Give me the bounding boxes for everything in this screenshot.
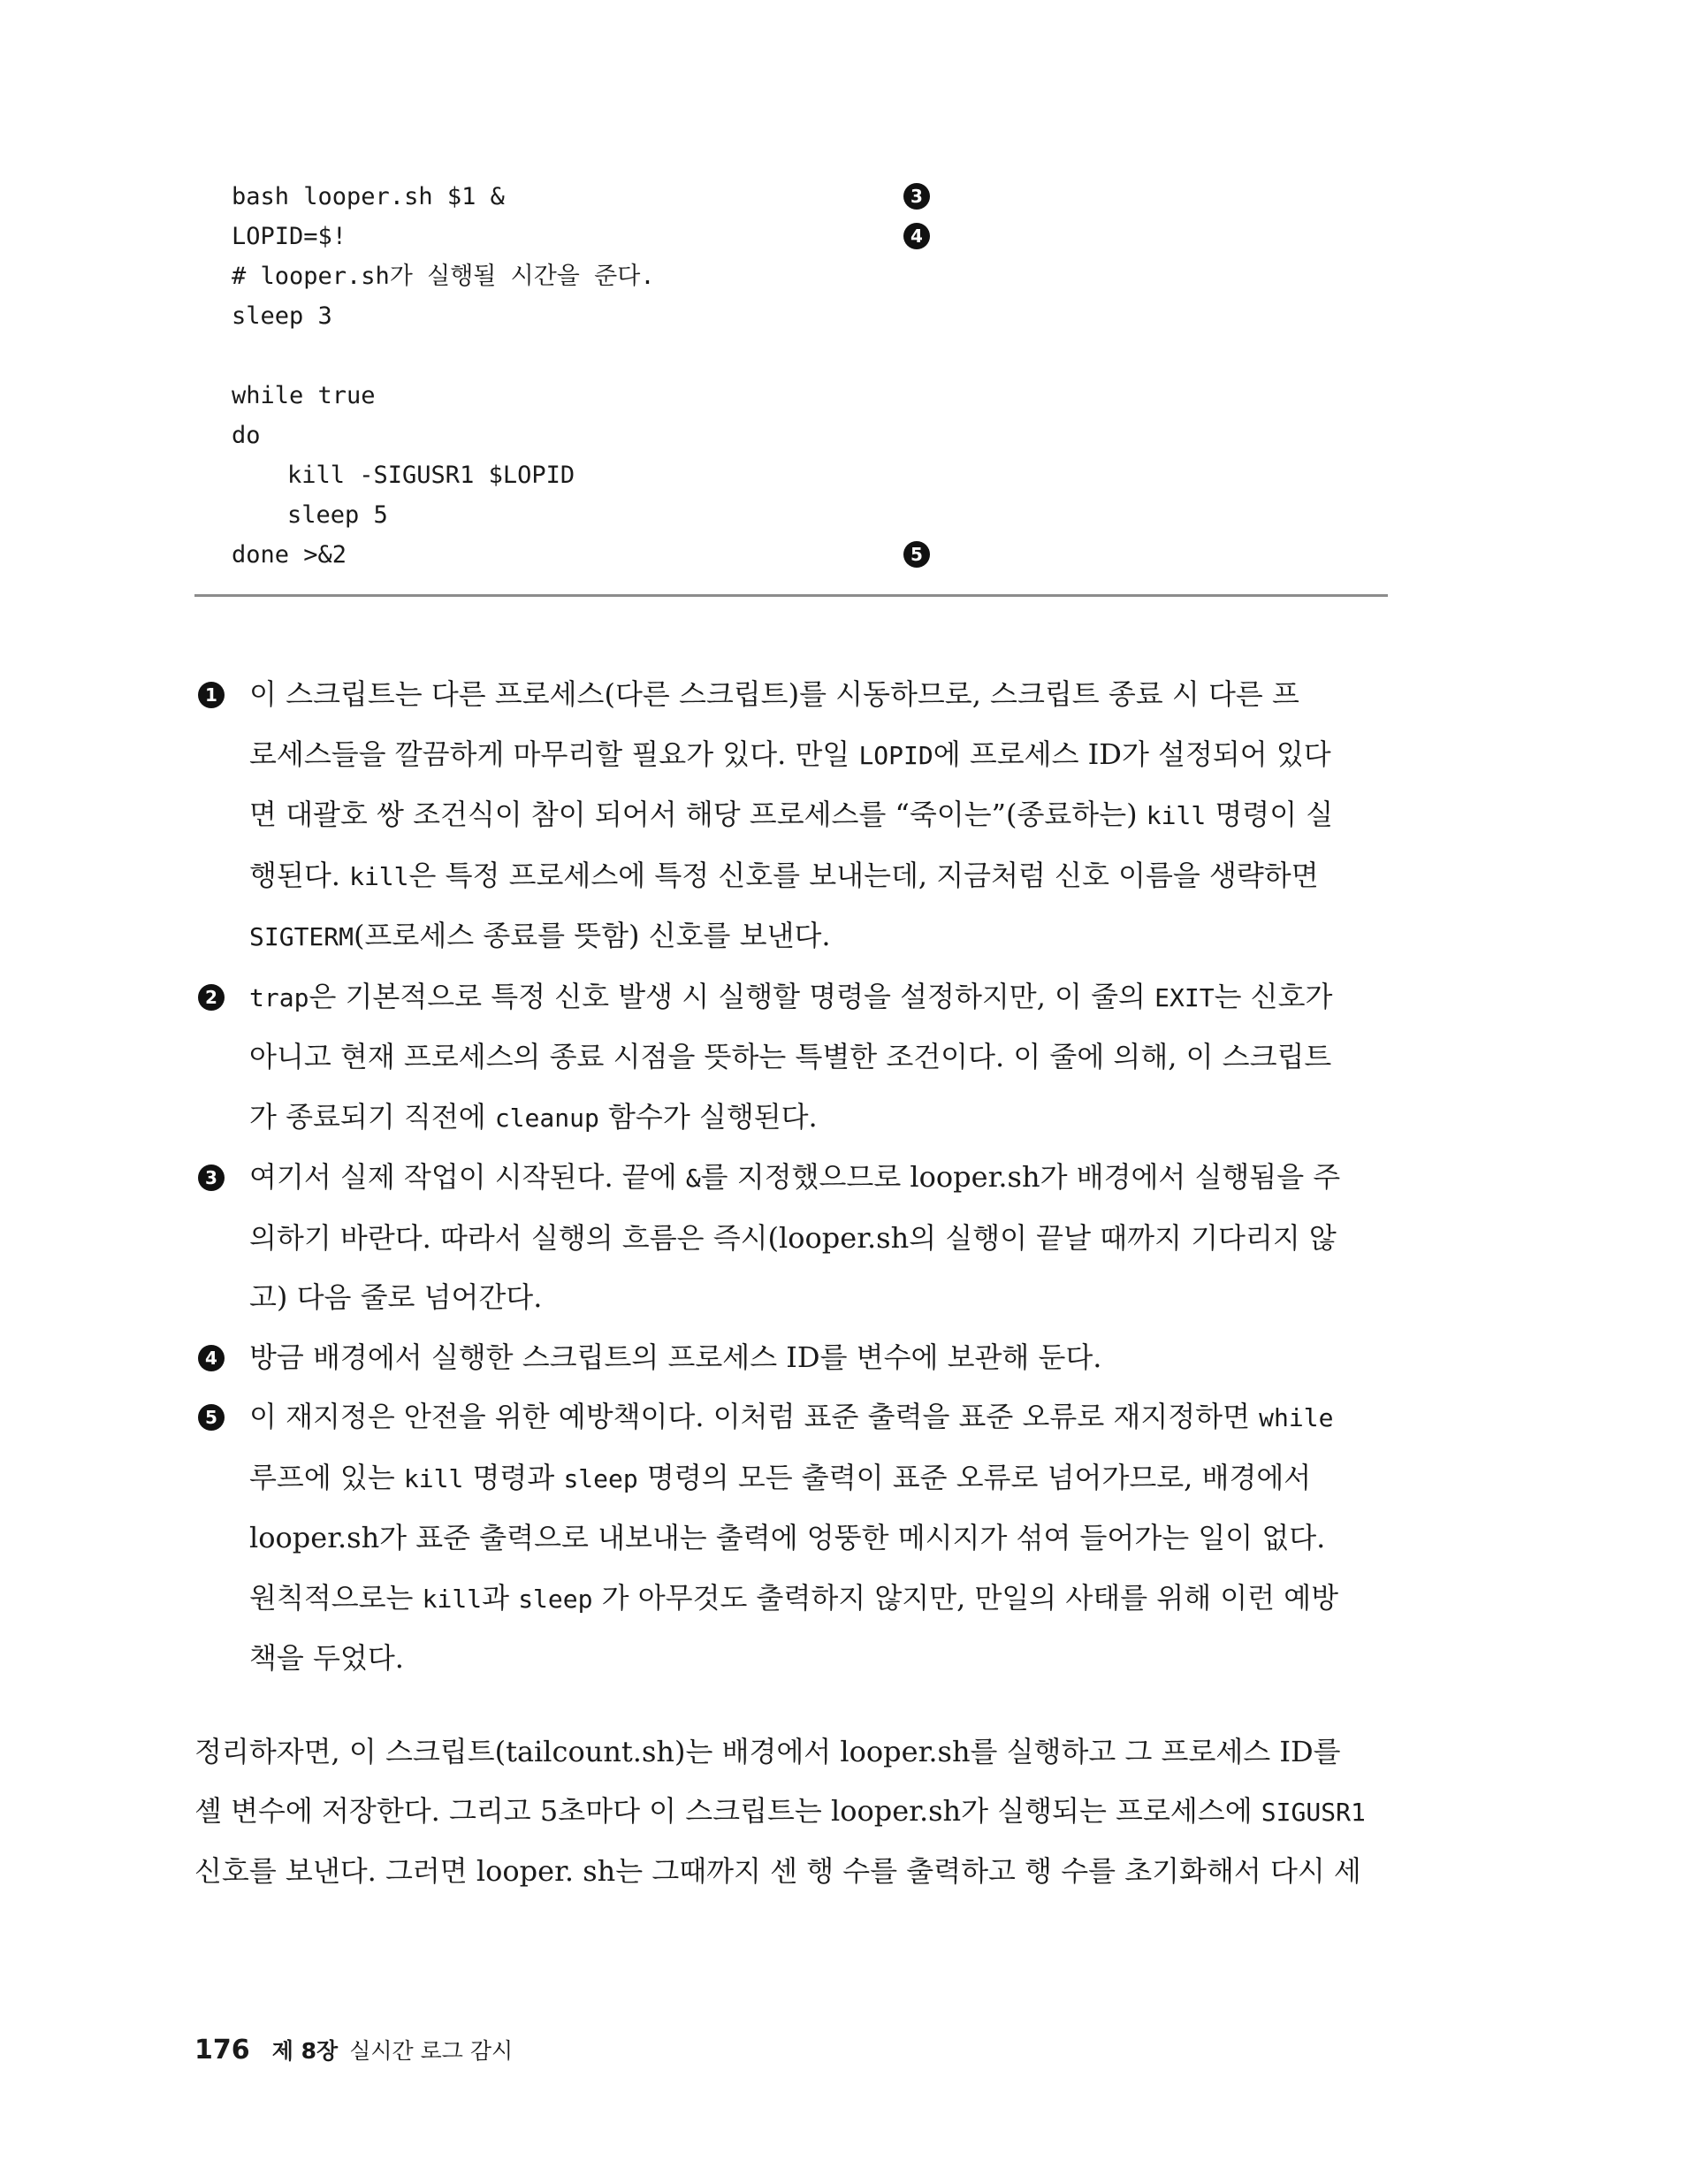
callout-notes [194, 665, 1390, 1689]
callout-marker: 2 [198, 984, 225, 1011]
note-line: trap은 기본적으로 특정 신호 발생 시 실행할 명령을 설정하지만, 이 줄의 EXIT는 신호가 [249, 979, 1333, 1013]
callout-marker: 1 [198, 682, 225, 708]
note-line: 행된다. kill은 특정 프로세스에 특정 신호를 보내는데, 지금처럼 신호 이름을 생략하면 [249, 858, 1319, 892]
code-line: kill -SIGUSR1 $LOPID [287, 462, 575, 489]
note-line: 원칙적으로는 kill과 sleep 가 아무것도 출력하지 않지만, 만일의 사태를 위해 이런 예방 [249, 1580, 1339, 1615]
callout-marker: 3 [198, 1165, 225, 1191]
code-line: LOPID=$! 4 [232, 217, 655, 256]
note-4 [194, 1328, 1390, 1388]
page-number: 176 [194, 2035, 250, 2066]
code-divider [194, 594, 1388, 597]
chapter-label: 제 8장 [271, 2038, 339, 2064]
summary-line: 정리하자면, 이 스크립트(tailcount.sh)는 배경에서 looper.sh를 실행하고 그 프로세스 ID를 [194, 1735, 1341, 1768]
note-line: 의하기 바란다. 따라서 실행의 흐름은 즉시(looper.sh의 실행이 끝날 때까지 기다리지 않 [249, 1220, 1337, 1255]
code-line: while true [232, 382, 376, 409]
code-line: done >&2 5 [232, 535, 655, 575]
note-line: 아니고 현재 프로세스의 종료 시점을 뜻하는 특별한 조건이다. 이 줄에 의해, 이 스크립트 [249, 1040, 1332, 1073]
note-line: 로세스들을 깔끔하게 마무리할 필요가 있다. 만일 LOPID에 프로세스 ID가 설정되어 있다 [249, 737, 1331, 771]
note-1 [194, 665, 1390, 967]
note-line: looper.sh가 표준 출력으로 내보내는 출력에 엉뚱한 메시지가 섞여 들어가는 일이 없다. [249, 1521, 1326, 1554]
callout-marker: 5 [198, 1404, 225, 1431]
callout-marker: 4 [903, 223, 930, 249]
note-line: 여기서 실제 작업이 시작된다. 끝에 &를 지정했으므로 looper.sh가 배경에서 실행됨을 주 [249, 1160, 1341, 1194]
section-title: 실시간 로그 감시 [349, 2038, 514, 2064]
callout-marker: 3 [903, 183, 930, 210]
note-line: SIGTERM(프로세스 종료를 뜻함) 신호를 보낸다. [249, 919, 831, 952]
code-line: sleep 3 [232, 302, 332, 330]
callout-marker: 4 [198, 1345, 225, 1371]
note-line: 이 재지정은 안전을 위한 예방책이다. 이처럼 표준 출력을 표준 오류로 재지정하면 while [249, 1400, 1334, 1433]
code-block [232, 177, 923, 575]
note-line: 루프에 있는 kill 명령과 sleep 명령의 모든 출력이 표준 오류로 넘어가므로, 배경에서 [249, 1460, 1312, 1494]
summary-line: 신호를 보낸다. 그러면 looper. sh는 그때까지 센 행 수를 출력하고 행 수를 초기화해서 다시 세 [194, 1854, 1361, 1888]
note-line: 가 종료되기 직전에 cleanup 함수가 실행된다. [249, 1099, 818, 1134]
note-line: 면 대괄호 쌍 조건식이 참이 되어서 해당 프로세스를 “죽이는”(종료하는) kill 명령이 실 [249, 798, 1334, 831]
summary-paragraph [194, 1722, 1390, 1901]
note-line: 고) 다음 줄로 넘어간다. [249, 1280, 543, 1314]
note-5 [194, 1387, 1390, 1689]
summary-line: 셸 변수에 저장한다. 그리고 5초마다 이 스크립트는 looper.sh가 실행되는 프로세스에 SIGUSR1 [194, 1794, 1366, 1828]
callout-marker: 5 [903, 541, 930, 568]
note-line: 이 스크립트는 다른 프로세스(다른 스크립트)를 시동하므로, 스크립트 종료 시 다른 프 [249, 677, 1299, 711]
code-line: bash looper.sh $1 & 3 [232, 177, 655, 217]
page-footer [194, 2034, 513, 2066]
note-line: 책을 두었다. [249, 1641, 404, 1675]
note-line: 방금 배경에서 실행한 스크립트의 프로세스 ID를 변수에 보관해 둔다. [249, 1340, 1102, 1374]
code-line: # looper.sh가 실행될 시간을 준다. [232, 263, 655, 290]
note-3 [194, 1148, 1390, 1328]
code-line-blank [232, 336, 655, 376]
code-line: do [232, 422, 261, 449]
note-2 [194, 967, 1390, 1149]
code-line: sleep 5 [287, 501, 388, 529]
